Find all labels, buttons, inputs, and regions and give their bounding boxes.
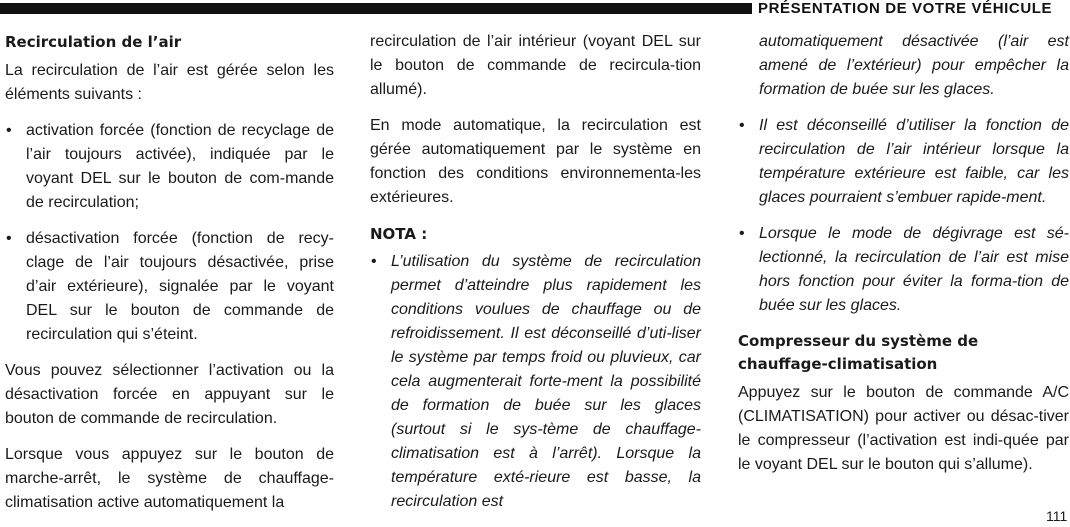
- nota-label: NOTA :: [370, 225, 428, 243]
- list-item-text: L’utilisation du système de recirculation permet d’atteindre plus rapidement les conditions voulues de chauffage ou de refroidissement. Il est déconseillé d’uti-liser le système par temps froid ou pluvieux, car cela augmenterait forte-ment la possibilité de formation de buée sur les glaces (surtout si le sys-tème de chauffage-climatisation est à l’arrêt). Lorsque la température exté-rieure est basse, la recirculation est: [391, 253, 701, 510]
- heading-line: Compresseur du système de: [738, 332, 979, 350]
- header-rule: [0, 3, 752, 14]
- paragraph: En mode automatique, la recirculation est gérée automatiquement par le système en fonction des conditions environnementa-les extérieures.: [370, 117, 701, 206]
- intro-paragraph: La recirculation de l’air est gérée selon les éléments suivants :: [5, 62, 334, 103]
- bullet-icon: •: [371, 253, 377, 270]
- column-1: [5, 30, 334, 527]
- bullet-icon: •: [739, 117, 745, 134]
- column-3: [738, 30, 1069, 489]
- list-item-text: Il est déconseillé d’utiliser la fonction de recirculation de l’air intérieur lorsque la température extérieure est faible, car les glaces pourraient s’embuer rapide-ment.: [759, 117, 1069, 206]
- section-title: PRÉSENTATION DE VOTRE VÉHICULE: [758, 0, 1053, 17]
- paragraph: Lorsque vous appuyez sur le bouton de marche-arrêt, le système de chauffage-climatisation active automatiquement la: [5, 446, 334, 511]
- column-2: [370, 30, 701, 526]
- list-item: [370, 250, 701, 514]
- paragraph: recirculation de l’air intérieur (voyant DEL sur le bouton de commande de recircula-tion allumé).: [370, 33, 701, 98]
- bullet-icon: •: [739, 225, 745, 242]
- paragraph: Appuyez sur le bouton de commande A/C (CLIMATISATION) pour activer ou désac-tiver le compresseur (l’activation est indi-quée par le voyant DEL sur le bouton qui s’allume).: [738, 384, 1069, 473]
- nota-continuation: automatiquement désactivée (l’air est amené de l’extérieur) pour empêcher la formation de buée sur les glaces.: [759, 33, 1069, 98]
- nota-list-continued: [738, 114, 1069, 318]
- heading-line: chauffage-climatisation: [738, 355, 938, 373]
- list-item: [738, 114, 1069, 210]
- nota-list: [370, 250, 701, 514]
- page-number: 111: [1046, 508, 1068, 524]
- paragraph: Vous pouvez sélectionner l’activation ou la désactivation forcée en appuyant sur le bouton de commande de recirculation.: [5, 362, 334, 427]
- bullet-icon: •: [6, 230, 12, 247]
- list-item: [5, 119, 334, 215]
- list-item: [738, 222, 1069, 318]
- list-item-text: désactivation forcée (fonction de recy-clage de l’air toujours désactivée, prise d’air extérieure), signalée par le voyant DEL sur le bouton de commande de recirculation qui s’éteint.: [26, 230, 334, 343]
- list-item-text: Lorsque le mode de dégivrage est sé-lectionné, la recirculation de l’air est mise hors fonction pour éviter la forma-tion de buée sur les glaces.: [759, 225, 1069, 314]
- heading-recirculation: Recirculation de l’air: [5, 33, 182, 51]
- list-item: [5, 227, 334, 347]
- bullet-icon: •: [6, 122, 12, 139]
- recirculation-bullet-list: [5, 119, 334, 347]
- heading-compressor: [738, 330, 1069, 376]
- list-item-text: activation forcée (fonction de recyclage de l’air toujours activée), indiquée par le voyant DEL sur le bouton de com-mande de recirculation;: [26, 122, 334, 211]
